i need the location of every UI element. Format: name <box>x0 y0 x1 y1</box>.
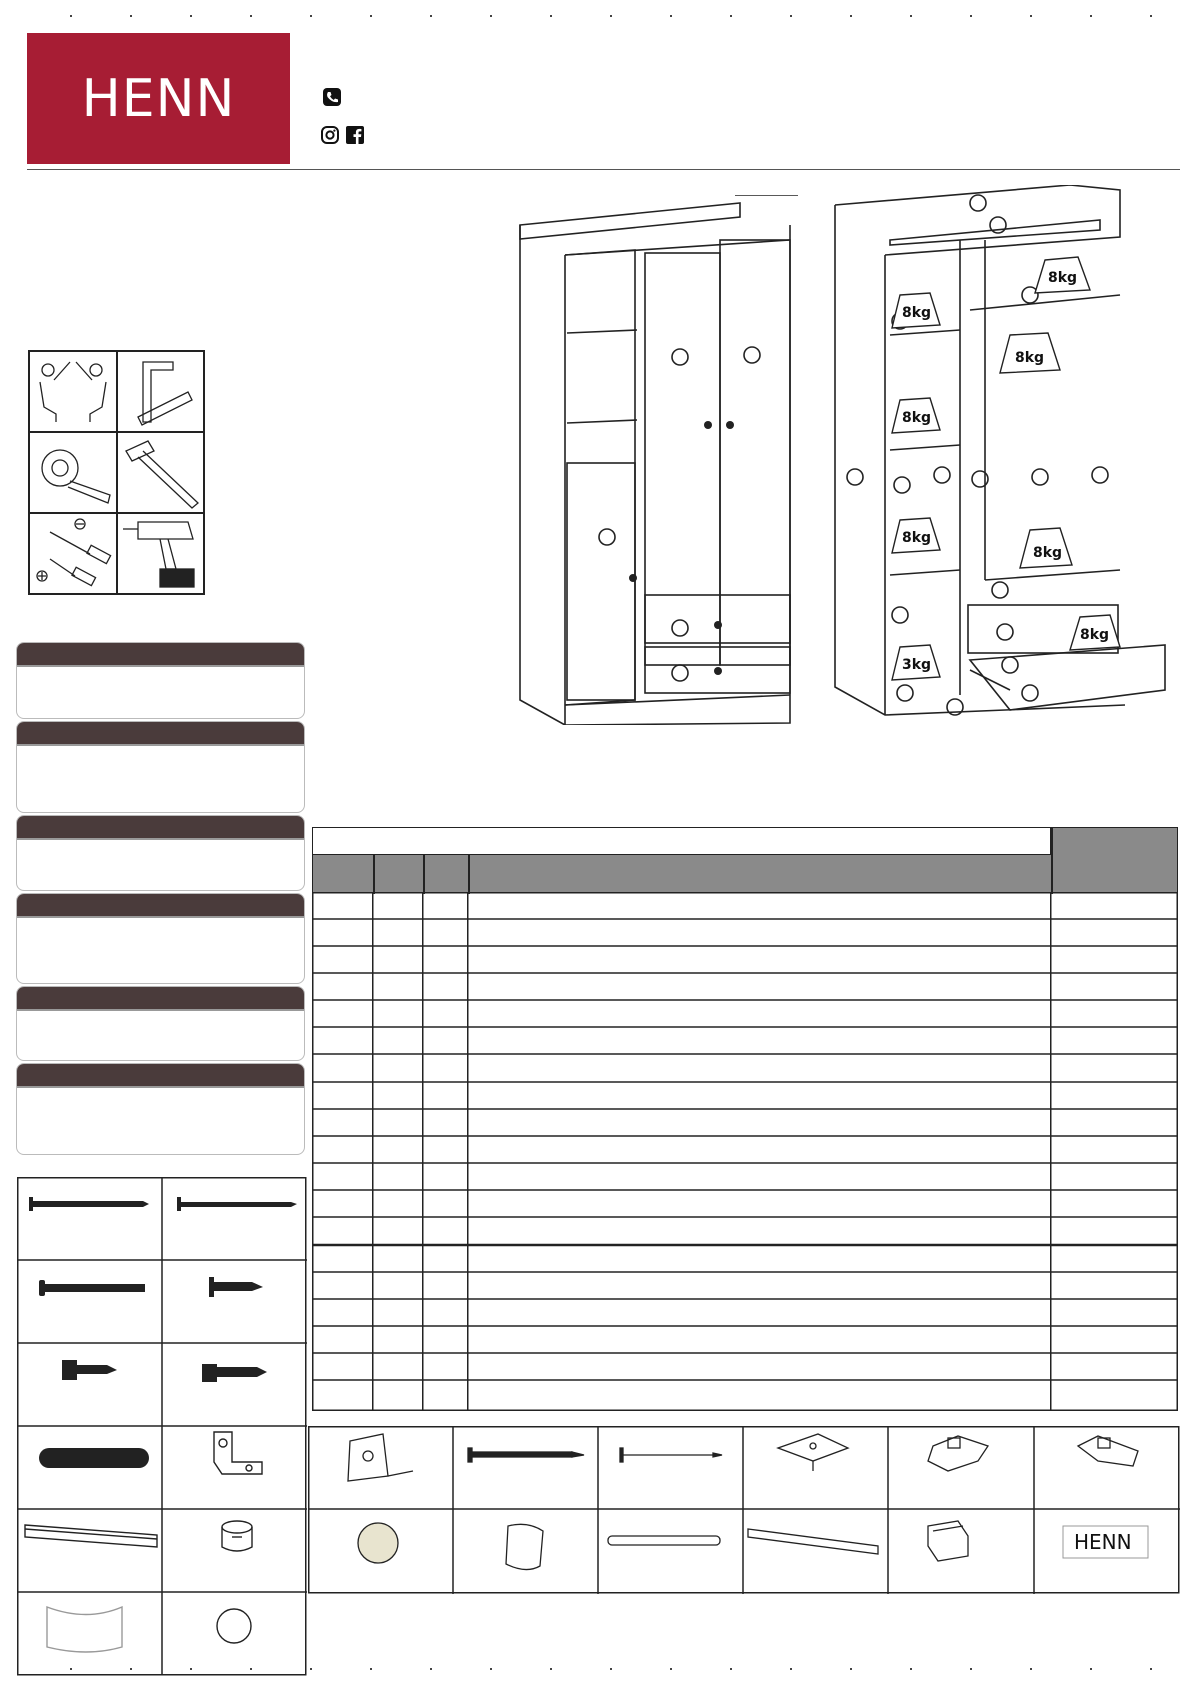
square-ruler-icon <box>117 351 204 432</box>
hardware-grid-right <box>308 1426 1180 1594</box>
brand-logo: HENN <box>27 33 290 164</box>
parts-table <box>312 892 1178 1412</box>
weight-label: 8kg <box>1048 270 1078 286</box>
tools-grid <box>28 350 205 595</box>
power-drill-icon <box>117 513 204 594</box>
svg-text:HENN: HENN <box>1074 1530 1132 1554</box>
drawer-runner-icon <box>25 1525 157 1547</box>
weight-label: 3kg <box>902 657 932 673</box>
tape-measure-icon <box>29 432 117 513</box>
wardrobe-interior-view <box>830 185 1170 730</box>
bracket-icon <box>214 1432 262 1474</box>
hinge-icon <box>1078 1436 1138 1466</box>
header-divider <box>27 169 1180 170</box>
weight-label: 8kg <box>1015 350 1045 366</box>
parts-table-header <box>312 827 1178 893</box>
cam-lock-icon <box>222 1521 252 1551</box>
knob-icon <box>358 1523 398 1563</box>
dust-cover-icon <box>47 1607 122 1652</box>
weight-label: 8kg <box>902 410 932 426</box>
two-people-icon <box>29 351 117 432</box>
info-panel-6 <box>16 1063 305 1155</box>
hammer-icon <box>117 432 204 513</box>
facebook-icon[interactable] <box>346 126 364 144</box>
info-panel-1 <box>16 642 305 719</box>
shelf-support-icon <box>778 1434 848 1471</box>
phone-icon <box>323 88 341 106</box>
cover-cap-icon <box>217 1609 251 1643</box>
weight-label: 8kg <box>1033 545 1063 561</box>
info-panel-4 <box>16 893 305 984</box>
corner-plate-icon <box>348 1434 413 1481</box>
screwdrivers-icon <box>29 513 117 594</box>
rod-holder-icon <box>506 1524 543 1569</box>
hardware-grid-left <box>17 1177 307 1677</box>
long-nail-icon <box>468 1448 584 1462</box>
weight-markers <box>892 257 1120 680</box>
wardrobe-front-view <box>515 195 798 725</box>
info-panel-5 <box>16 986 305 1061</box>
info-panel-2 <box>16 721 305 813</box>
hanging-rod-icon <box>608 1536 720 1545</box>
hinge-plate-icon <box>928 1436 988 1471</box>
weight-label: 8kg <box>902 305 932 321</box>
guide-strip-icon <box>748 1529 878 1554</box>
instagram-icon[interactable] <box>321 126 339 144</box>
weight-label: 8kg <box>902 530 932 546</box>
nail-icon <box>620 1448 722 1462</box>
weight-label: 8kg <box>1080 627 1110 643</box>
rail-clip-icon <box>928 1521 968 1561</box>
info-panel-3 <box>16 815 305 891</box>
screw-icon <box>29 1197 297 1468</box>
henn-label-icon <box>1063 1526 1148 1558</box>
